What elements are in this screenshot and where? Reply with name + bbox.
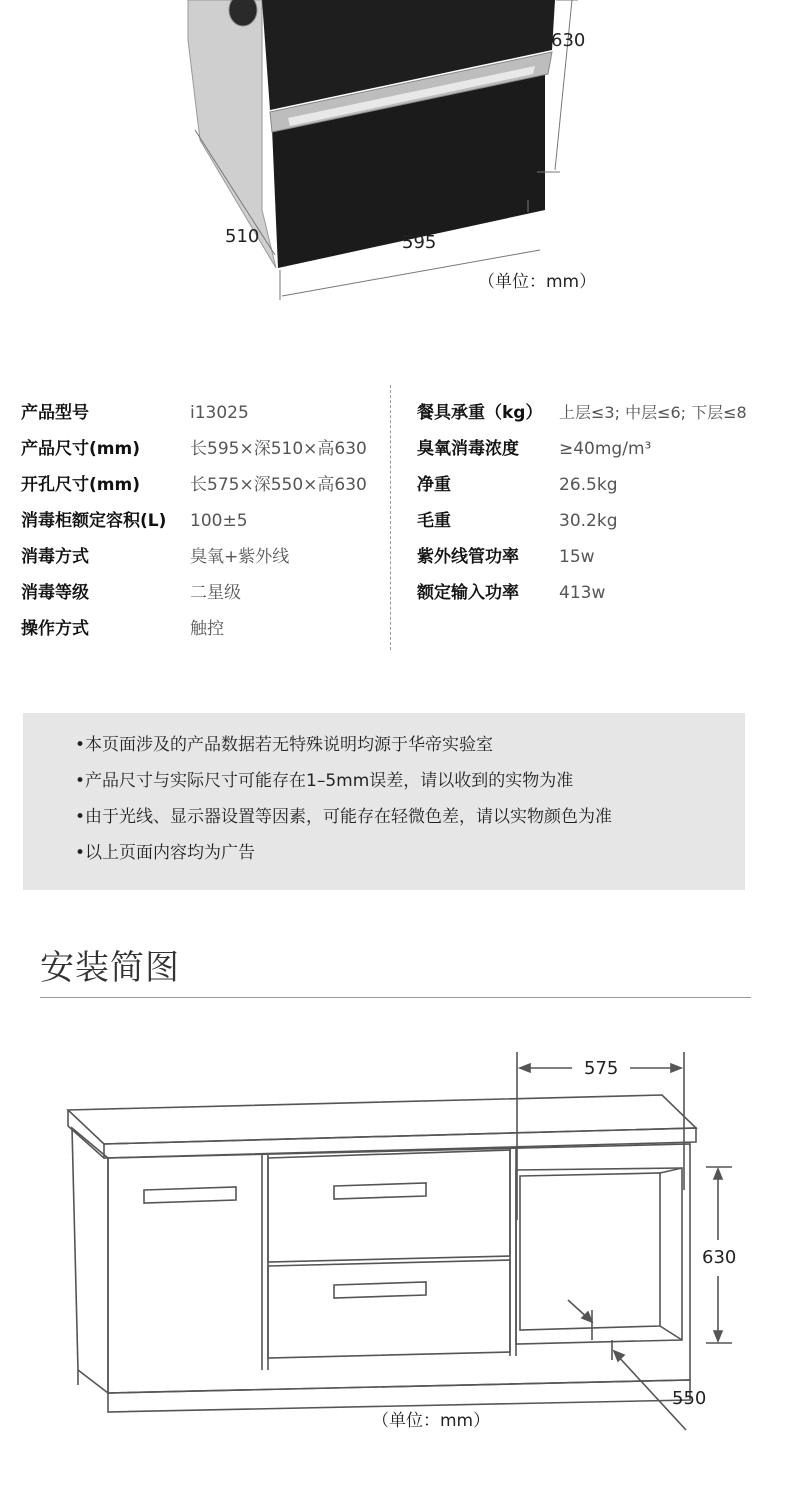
spec-key: 臭氧消毒浓度: [417, 439, 519, 459]
note-line: •以上页面内容均为广告: [75, 843, 256, 863]
opening-height-label: 630: [702, 1247, 737, 1268]
spec-key: 消毒柜额定容积(L): [21, 511, 167, 531]
width-dimension-label: 595: [402, 232, 437, 253]
install-diagram: [0, 1040, 790, 1460]
spec-value: 触控: [190, 619, 224, 639]
spec-value: 413w: [559, 583, 606, 603]
spec-value: 臭氧+紫外线: [190, 547, 290, 567]
spec-value: 30.2kg: [559, 511, 618, 531]
install-section-title: 安装简图: [40, 948, 180, 988]
spec-key: 餐具承重（kg）: [417, 403, 543, 423]
product-dimension-figure: [0, 0, 790, 310]
spec-value: 26.5kg: [559, 475, 618, 495]
unit-label: （单位：mm）: [478, 272, 597, 292]
note-line: •产品尺寸与实际尺寸可能存在1–5mm误差，请以收到的实物为准: [75, 771, 574, 791]
spec-key: 紫外线管功率: [417, 547, 519, 567]
depth-dimension-label: 510: [225, 226, 260, 247]
note-line: •本页面涉及的产品数据若无特殊说明均源于华帝实验室: [75, 735, 494, 755]
spec-value: 15w: [559, 547, 595, 567]
spec-key: 毛重: [417, 511, 451, 531]
section-divider: [40, 997, 751, 998]
install-unit-label: （单位：mm）: [372, 1411, 491, 1431]
spec-value: 二星级: [190, 583, 241, 603]
height-dimension-label: 630: [551, 30, 586, 51]
spec-value: 100±5: [190, 511, 248, 531]
opening-width-label: 575: [584, 1058, 619, 1079]
spec-value: 长595×深510×高630: [190, 439, 367, 459]
spec-value: ≥40mg/m³: [559, 439, 652, 459]
opening-depth-label: 550: [672, 1388, 707, 1409]
spec-key: 产品型号: [21, 403, 89, 423]
spec-value: 上层≤3; 中层≤6; 下层≤8: [559, 403, 747, 422]
disclaimer-notes: [23, 713, 745, 890]
note-line: •由于光线、显示器设置等因素，可能存在轻微色差，请以实物颜色为准: [75, 807, 613, 827]
disinfection-cabinet-illustration: [0, 0, 790, 310]
spec-key: 操作方式: [21, 619, 89, 639]
spec-value: i13025: [190, 403, 249, 423]
spec-key: 消毒等级: [21, 583, 89, 603]
spec-value: 长575×深550×高630: [190, 475, 367, 495]
spec-key: 额定输入功率: [417, 583, 519, 603]
spec-key: 开孔尺寸(mm): [21, 475, 140, 495]
spec-key: 产品尺寸(mm): [21, 439, 140, 459]
spec-key: 消毒方式: [21, 547, 89, 567]
spec-key: 净重: [417, 475, 451, 495]
column-divider: [390, 385, 391, 650]
